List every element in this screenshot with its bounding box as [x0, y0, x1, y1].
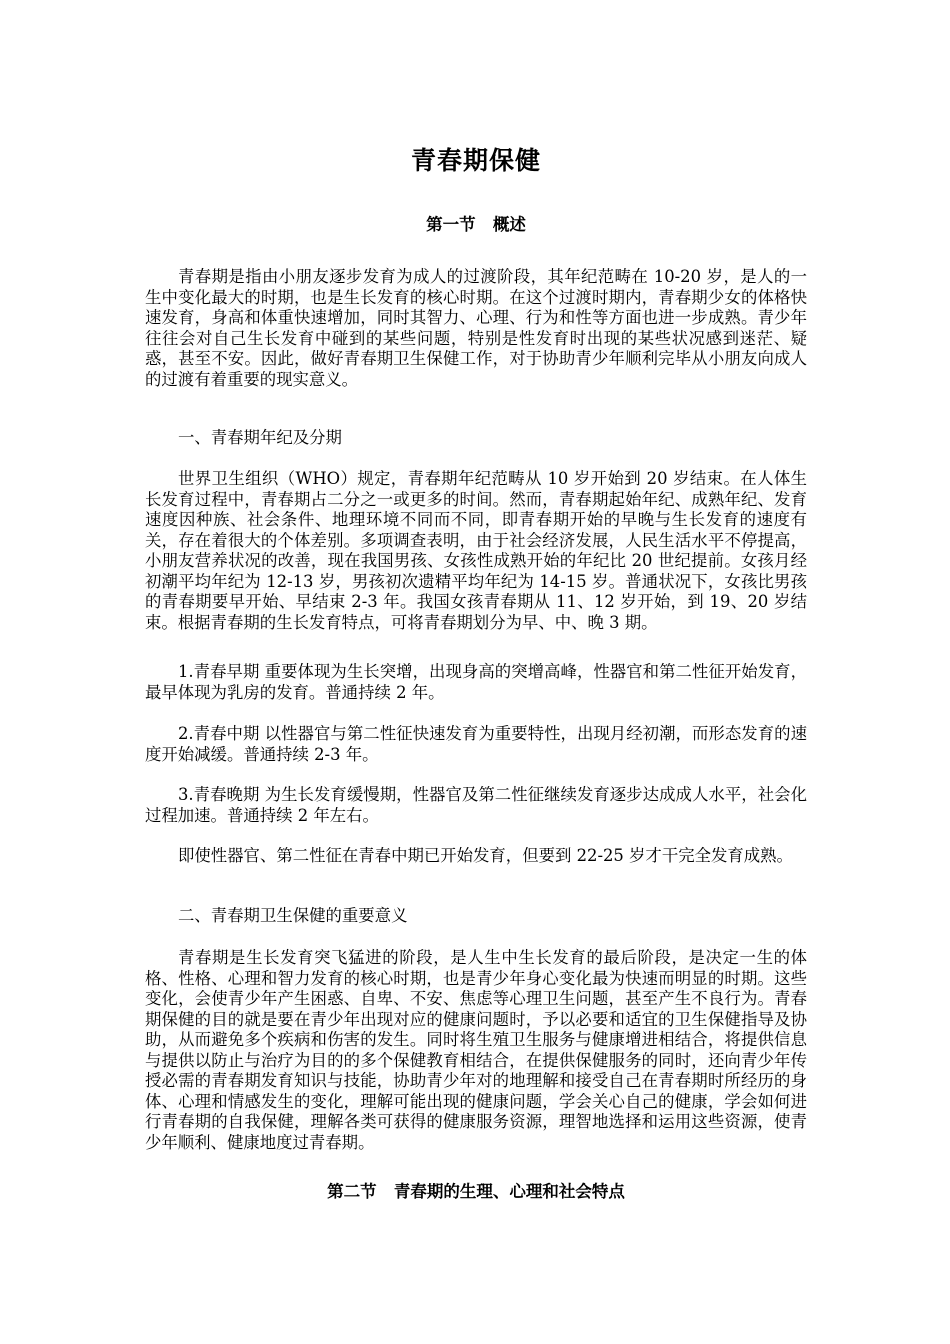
- section-heading-overview: 第一节 概述: [426, 215, 526, 234]
- late-stage-paragraph: 3.青春晚期 为生长发育缓慢期，性器官及第二性征继续发育逐步达成成人水平，社会化过程加速。普通持续 2 年左右。: [145, 785, 807, 825]
- document-title: 青春期保健: [410, 146, 541, 175]
- subheading-age-stages: 一、青春期年纪及分期: [178, 428, 342, 447]
- middle-stage-paragraph: 2.青春中期 以性器官与第二性征快速发育为重要特性，出现月经初潮，而形态发育的速度开始减缓。普通持续 2-3 年。: [145, 724, 807, 764]
- who-paragraph: 世界卫生组织（WHO）规定，青春期年纪范畴从 10 岁开始到 20 岁结束。在人体生长发育过程中，青春期占二分之一或更多的时间。然而，青春期起始年纪、成熟年纪、发育速度因种族、社会条件、地理环境不同而不同，即青春期开始的早晚与生长发育的速度有关，存在着很大的个体差别。多项调查表明，由于社会经济发展，人民生活水平不停提高，小朋友营养状况的改善，现在我国男孩、女孩性成熟开始的年纪比 20 世纪提前。女孩月经初潮平均年纪为 12-13 岁，男孩初次遗精平均年纪为 14-15 岁。普通状况下，女孩比男孩的青春期要早开始、早结束 2-3 年。我国女孩青春期从 11、12 岁开始，到 19、20 岁结束。根据青春期的生长发育特点，可将青春期划分为早、中、晚 3 期。: [145, 469, 807, 632]
- subheading-significance: 二、青春期卫生保健的重要意义: [178, 906, 408, 925]
- section-heading-characteristics: 第二节 青春期的生理、心理和社会特点: [327, 1182, 625, 1201]
- early-stage-paragraph: 1.青春早期 重要体现为生长突增，出现身高的突增高峰，性器官和第二性征开始发育，最早体现为乳房的发育。普通持续 2 年。: [145, 662, 807, 702]
- maturity-paragraph: 即使性器官、第二性征在青春中期已开始发育，但要到 22-25 岁才干完全发育成熟。: [178, 846, 793, 865]
- intro-paragraph: 青春期是指由小朋友逐步发育为成人的过渡阶段，其年纪范畴在 10-20 岁，是人的一生中变化最大的时期，也是生长发育的核心时期。在这个过渡时期内，青春期少女的体格快速发育，身高和体重快速增加，同时其智力、心理、行为和性等方面也进一步成熟。青少年往往会对自己生长发育中碰到的某些问题，特别是性发育时出现的某些状况感到迷茫、疑惑，甚至不安。因此，做好青春期卫生保健工作，对于协助青少年顺利完毕从小朋友向成人的过渡有着重要的现实意义。: [145, 267, 807, 389]
- significance-paragraph: 青春期是生长发育突飞猛进的阶段，是人生中生长发育的最后阶段，是决定一生的体格、性格、心理和智力发育的核心时期，也是青少年身心变化最为快速而明显的时期。这些变化，会使青少年产生困惑、自卑、不安、焦虑等心理卫生问题，甚至产生不良行为。青春期保健的目的就是要在青少年出现对应的健康问题时，予以必要和适宜的卫生保健指导及协助，从而避免多个疾病和伤害的发生。同时将生殖卫生服务与健康增进相结合，将提供信息与提供以防止与治疗为目的的多个保健教育相结合，在提供保健服务的同时，还向青少年传授必需的青春期发育知识与技能，协助青少年对的地理解和接受自己在青春期时所经历的身体、心理和情感发生的变化，理解可能出现的健康问题，学会关心自己的健康，学会如何进行青春期的自我保健，理解各类可获得的健康服务资源，理智地选择和运用这些资源，使青少年顺利、健康地度过青春期。: [145, 948, 807, 1152]
